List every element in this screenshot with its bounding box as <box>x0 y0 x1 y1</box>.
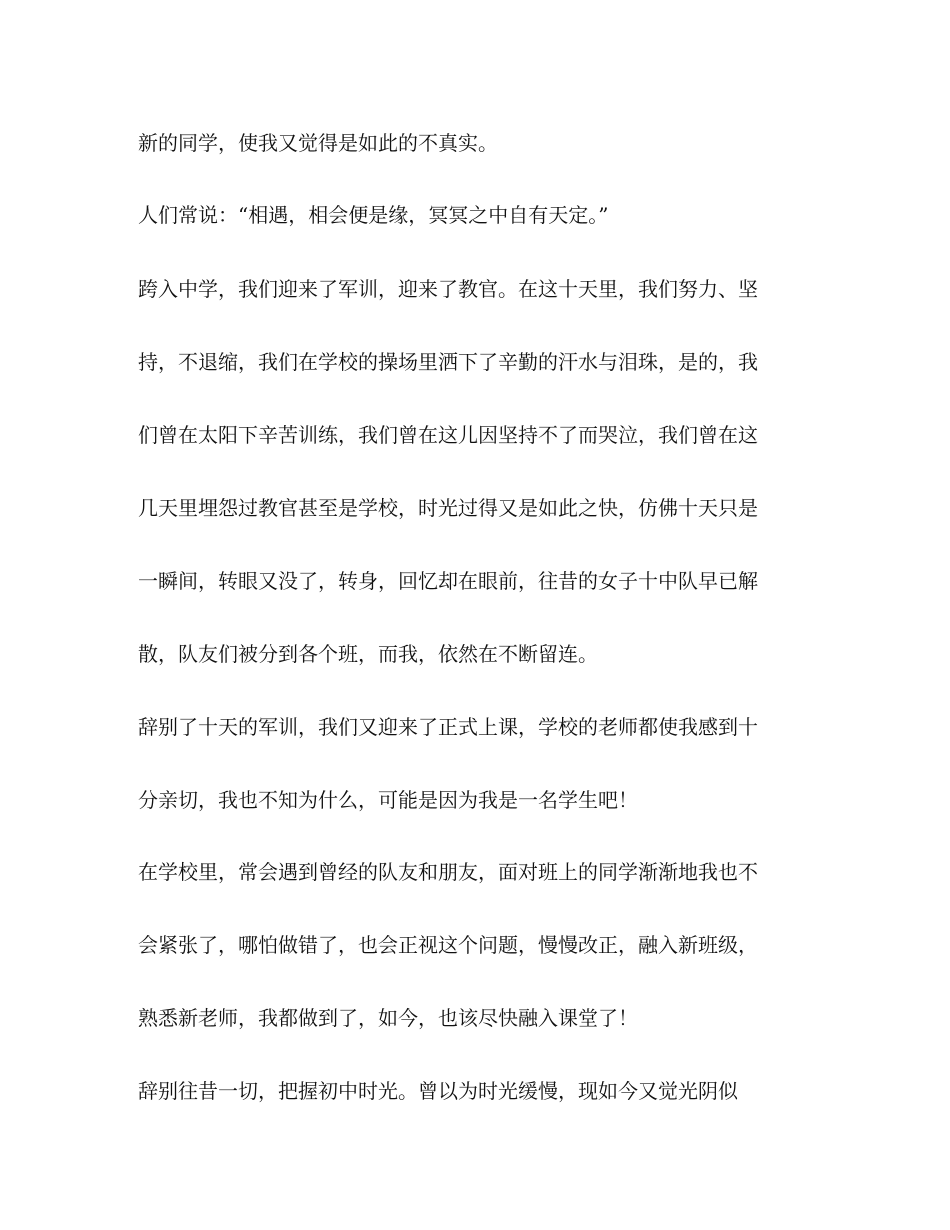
text-line: 跨入中学，我们迎来了军训，迎来了教官。在这十天里，我们努力、坚 <box>138 277 758 301</box>
text-line: 熟悉新老师，我都做到了，如今，也该尽快融入课堂了！ <box>138 1006 638 1030</box>
text-line: 分亲切，我也不知为什么，可能是因为我是一名学生吧！ <box>138 788 638 812</box>
text-line: 新的同学，使我又觉得是如此的不真实。 <box>138 131 498 155</box>
text-line: 们曾在太阳下辛苦训练，我们曾在这儿因坚持不了而哭泣，我们曾在这 <box>138 423 758 447</box>
text-line: 几天里埋怨过教官甚至是学校，时光过得又是如此之快，仿佛十天只是 <box>138 496 758 520</box>
text-line: 一瞬间，转眼又没了，转身，回忆却在眼前，往昔的女子十中队早已解 <box>138 569 758 593</box>
text-line: 辞别了十天的军训，我们又迎来了正式上课，学校的老师都使我感到十 <box>138 715 758 739</box>
text-line: 在学校里，常会遇到曾经的队友和朋友，面对班上的同学渐渐地我也不 <box>138 860 758 884</box>
text-line: 散，队友们被分到各个班，而我，依然在不断留连。 <box>138 642 598 666</box>
text-line: 持，不退缩，我们在学校的操场里洒下了辛勤的汗水与泪珠，是的，我 <box>138 350 758 374</box>
text-line: 人们常说：“相遇，相会便是缘，冥冥之中自有天定。” <box>138 203 609 227</box>
text-line: 会紧张了，哪怕做错了，也会正视这个问题，慢慢改正，融入新班级， <box>138 933 758 957</box>
text-line: 辞别往昔一切，把握初中时光。曾以为时光缓慢，现如今又觉光阴似 <box>138 1079 738 1103</box>
